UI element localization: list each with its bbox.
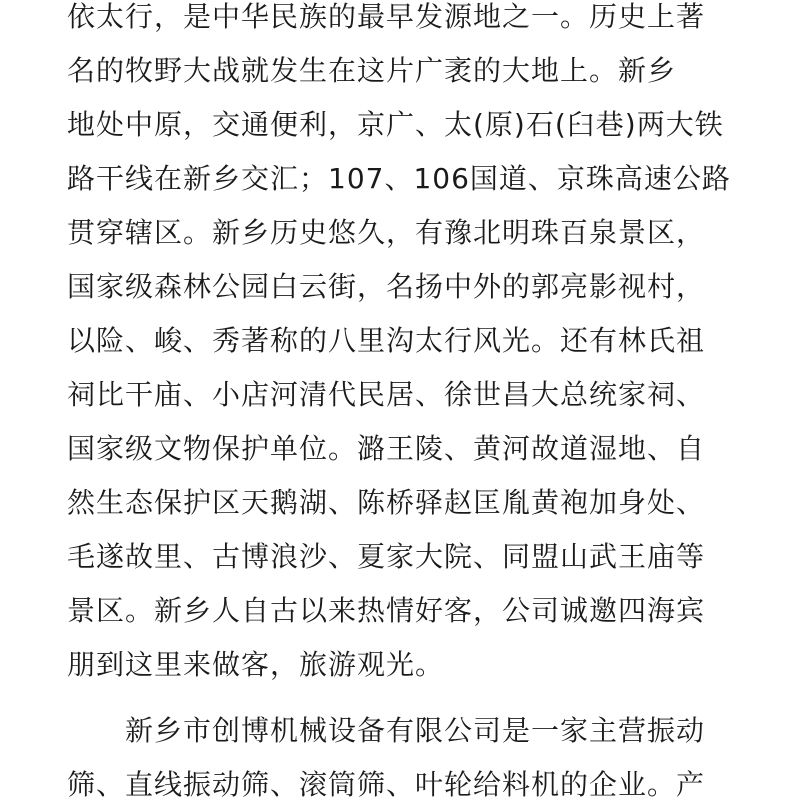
text-line: 毛遂故里、古博浪沙、夏家大院、同盟山武王庙等 [67,540,706,573]
text-line: 筛、直线振动筛、滚筒筛、叶轮给料机的企业。产 [67,768,706,801]
text-line: 景区。新乡人自古以来热情好客，公司诚邀四海宾 [67,594,706,627]
text-line: 国家级森林公园白云街，名扬中外的郭亮影视村， [67,270,706,303]
text-line: 依太行，是中华民族的最早发源地之一。历史上著 [67,0,706,33]
text-line: 地处中原，交通便利，京广、太(原)石(臼巷)两大铁 [67,108,724,141]
text-line: 祠比干庙、小店河清代民居、徐世昌大总统家祠、 [67,378,706,411]
text-line: 然生态保护区天鹅湖、陈桥驿赵匡胤黄袍加身处、 [67,486,706,519]
text-line: 贯穿辖区。新乡历史悠久，有豫北明珠百泉景区， [67,216,706,249]
text-line: 新乡市创博机械设备有限公司是一家主营振动 [125,714,706,747]
text-line: 朋到这里来做客，旅游观光。 [67,648,445,681]
text-line: 国家级文物保护单位。潞王陵、黄河故道湿地、自 [67,432,706,465]
text-line: 以险、峻、秀著称的八里沟太行风光。还有林氏祖 [67,324,706,357]
text-line: 路干线在新乡交汇；107、106国道、京珠高速公路 [67,162,731,195]
text-line: 名的牧野大战就发生在这片广袤的大地上。新乡 [67,54,677,87]
